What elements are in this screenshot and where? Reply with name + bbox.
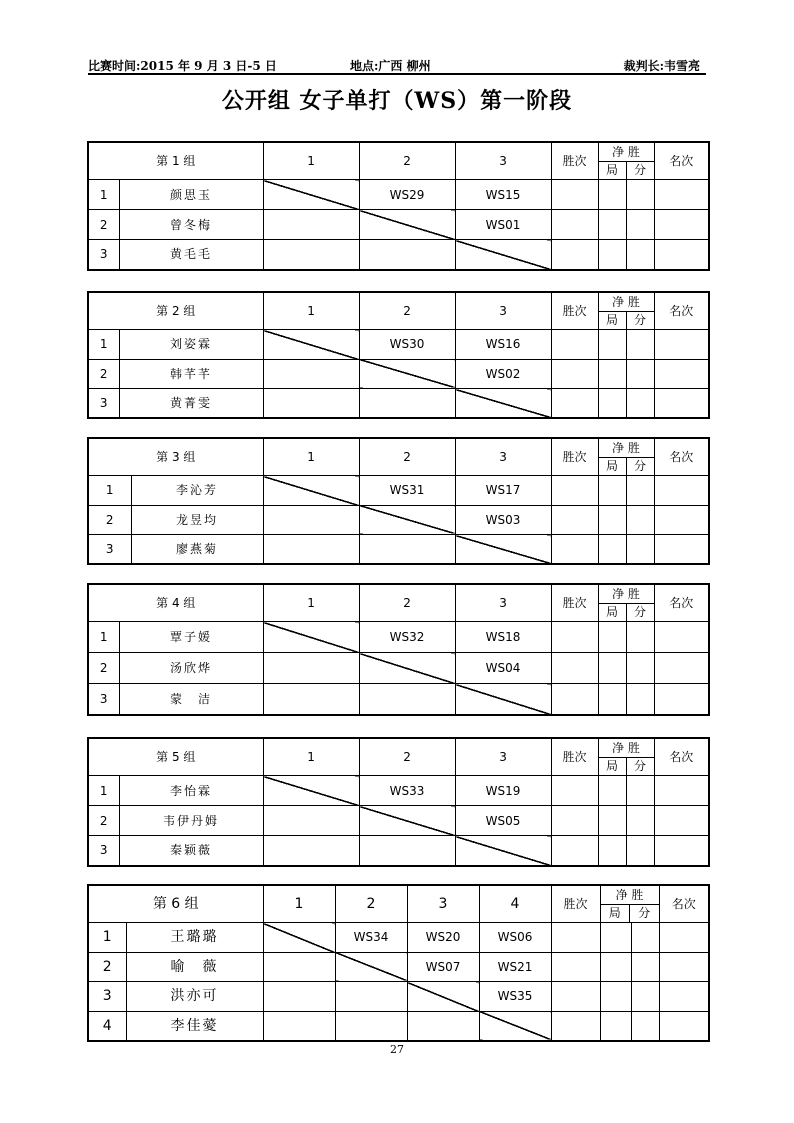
table-row	[88, 476, 709, 506]
ju-cell	[598, 505, 626, 535]
fen-cell	[626, 806, 654, 836]
column-header-1: 1	[263, 142, 359, 180]
wins-cell	[551, 776, 598, 806]
rank-cell	[654, 389, 709, 419]
player-number: 1	[88, 180, 119, 210]
self-match-cell	[335, 952, 407, 982]
fen-cell	[626, 476, 654, 506]
ju-cell	[600, 982, 631, 1012]
column-header-3: 3	[407, 885, 479, 923]
player-name: 曾冬梅	[119, 210, 263, 240]
ju-label: 局	[601, 905, 631, 923]
rank-cell	[659, 952, 709, 982]
match-cell	[263, 1011, 335, 1041]
match-cell: WS07	[407, 952, 479, 982]
match-cell: WS20	[407, 923, 479, 953]
fen-cell	[631, 982, 659, 1012]
net-win-header	[598, 738, 654, 776]
match-cell: WS19	[455, 776, 551, 806]
rank-header: 名次	[654, 438, 709, 476]
rank-cell	[654, 210, 709, 240]
match-cell	[359, 240, 455, 270]
table-row	[88, 210, 709, 240]
wins-header: 胜次	[551, 584, 598, 622]
match-cell	[359, 836, 455, 866]
match-place: 地点:广西 柳州	[350, 59, 431, 73]
match-cell: WS06	[479, 923, 551, 953]
wins-cell	[551, 806, 598, 836]
column-header-3: 3	[455, 438, 551, 476]
self-match-cell	[455, 240, 551, 270]
fen-cell	[626, 389, 654, 419]
ju-cell	[598, 359, 626, 389]
player-name: 李佳薆	[126, 1011, 263, 1041]
wins-header: 胜次	[551, 142, 598, 180]
match-cell	[263, 359, 359, 389]
wins-cell	[551, 210, 598, 240]
match-cell: WS34	[335, 923, 407, 953]
fen-cell	[626, 776, 654, 806]
player-number: 1	[88, 330, 119, 360]
match-cell: WS21	[479, 952, 551, 982]
column-header-3: 3	[455, 584, 551, 622]
net-win-label: 净 胜	[601, 886, 659, 905]
group-label: 第 2 组	[88, 292, 263, 330]
fen-cell	[626, 359, 654, 389]
group-label: 第 4 组	[88, 584, 263, 622]
rank-cell	[654, 476, 709, 506]
match-cell: WS35	[479, 982, 551, 1012]
group-table-5	[87, 737, 710, 867]
wins-header: 胜次	[551, 438, 598, 476]
ju-cell	[598, 653, 626, 684]
net-win-label: 净 胜	[599, 739, 654, 758]
ju-label: 局	[599, 458, 627, 476]
player-name: 刘姿霖	[119, 330, 263, 360]
wins-cell	[551, 1011, 600, 1041]
column-header-3: 3	[455, 738, 551, 776]
page-number: 27	[390, 1043, 404, 1056]
match-cell	[263, 505, 359, 535]
fen-cell	[626, 330, 654, 360]
wins-cell	[551, 535, 598, 565]
match-cell: WS04	[455, 653, 551, 684]
wins-header: 胜次	[551, 738, 598, 776]
match-cell: WS31	[359, 476, 455, 506]
column-header-3: 3	[455, 142, 551, 180]
match-cell: WS15	[455, 180, 551, 210]
table-row	[88, 330, 709, 360]
match-cell	[263, 952, 335, 982]
fen-cell	[631, 1011, 659, 1041]
player-name: 韩芊芊	[119, 359, 263, 389]
player-name: 王璐璐	[126, 923, 263, 953]
wins-cell	[551, 476, 598, 506]
rank-cell	[654, 505, 709, 535]
fen-label: 分	[634, 313, 647, 328]
match-cell	[263, 836, 359, 866]
group-table-2	[87, 291, 710, 419]
rank-cell	[654, 653, 709, 684]
column-header-2: 2	[359, 438, 455, 476]
player-number: 2	[88, 505, 131, 535]
match-cell	[263, 653, 359, 684]
player-name: 黄毛毛	[119, 240, 263, 270]
fen-cell	[626, 622, 654, 653]
ju-cell	[598, 806, 626, 836]
net-win-label: 净 胜	[599, 439, 654, 458]
ju-cell	[598, 240, 626, 270]
group-label: 第 6 组	[88, 885, 263, 923]
rank-cell	[654, 180, 709, 210]
table-row	[88, 180, 709, 210]
wins-cell	[551, 240, 598, 270]
wins-cell	[551, 952, 600, 982]
ju-cell	[598, 622, 626, 653]
fen-label: 分	[634, 163, 647, 178]
match-cell	[407, 1011, 479, 1041]
fen-cell	[631, 923, 659, 953]
match-cell: WS16	[455, 330, 551, 360]
player-number: 1	[88, 776, 119, 806]
group-table-4	[87, 583, 710, 716]
fen-cell	[631, 952, 659, 982]
self-match-cell	[479, 1011, 551, 1041]
table-row	[88, 359, 709, 389]
table-row	[88, 622, 709, 653]
ju-label: 局	[599, 604, 627, 622]
rank-cell	[654, 240, 709, 270]
table-row	[88, 389, 709, 419]
rank-cell	[654, 806, 709, 836]
fen-cell	[626, 684, 654, 715]
column-header-2: 2	[335, 885, 407, 923]
rank-cell	[659, 1011, 709, 1041]
column-header-1: 1	[263, 584, 359, 622]
match-cell: WS18	[455, 622, 551, 653]
self-match-cell	[407, 982, 479, 1012]
rank-cell	[654, 535, 709, 565]
self-match-cell	[359, 210, 455, 240]
fen-cell	[626, 836, 654, 866]
wins-cell	[551, 923, 600, 953]
player-number: 3	[88, 982, 126, 1012]
self-match-cell	[359, 359, 455, 389]
player-number: 2	[88, 806, 119, 836]
player-number: 2	[88, 210, 119, 240]
fen-cell	[626, 653, 654, 684]
rank-cell	[654, 622, 709, 653]
group-table-3	[87, 437, 710, 565]
fen-label: 分	[634, 759, 647, 774]
match-cell	[263, 982, 335, 1012]
table-row	[88, 982, 709, 1012]
player-number: 3	[88, 535, 131, 565]
player-number: 1	[88, 923, 126, 953]
self-match-cell	[359, 653, 455, 684]
match-cell	[263, 535, 359, 565]
match-cell: WS33	[359, 776, 455, 806]
ju-cell	[600, 923, 631, 953]
match-time: 比赛时间:2015 年 9 月 3 日-5 日	[88, 59, 277, 73]
chief-referee: 裁判长:韦雪亮	[623, 59, 700, 73]
table-row	[88, 952, 709, 982]
wins-cell	[551, 684, 598, 715]
rank-header: 名次	[654, 142, 709, 180]
ju-label: 局	[599, 758, 627, 776]
ju-cell	[600, 1011, 631, 1041]
ju-cell	[598, 535, 626, 565]
player-name: 汤欣烨	[119, 653, 263, 684]
column-header-1: 1	[263, 738, 359, 776]
ju-cell	[598, 180, 626, 210]
ju-label: 局	[599, 312, 627, 330]
wins-header: 胜次	[551, 885, 600, 923]
column-header-2: 2	[359, 292, 455, 330]
player-name: 覃子媛	[119, 622, 263, 653]
match-cell: WS17	[455, 476, 551, 506]
wins-cell	[551, 982, 600, 1012]
column-header-1: 1	[263, 438, 359, 476]
wins-cell	[551, 653, 598, 684]
wins-cell	[551, 389, 598, 419]
player-number: 4	[88, 1011, 126, 1041]
rank-header: 名次	[659, 885, 709, 923]
rank-header: 名次	[654, 292, 709, 330]
match-cell	[359, 684, 455, 715]
match-cell	[263, 806, 359, 836]
self-match-cell	[359, 806, 455, 836]
player-name: 龙昱均	[131, 505, 263, 535]
column-header-2: 2	[359, 142, 455, 180]
player-name: 秦颖薇	[119, 836, 263, 866]
fen-cell	[626, 505, 654, 535]
column-header-2: 2	[359, 738, 455, 776]
group-label: 第 1 组	[88, 142, 263, 180]
player-name: 李怡霖	[119, 776, 263, 806]
match-cell	[335, 982, 407, 1012]
net-win-header	[598, 584, 654, 622]
match-cell: WS01	[455, 210, 551, 240]
wins-cell	[551, 359, 598, 389]
player-number: 1	[88, 476, 131, 506]
match-cell	[359, 535, 455, 565]
match-cell: WS05	[455, 806, 551, 836]
player-number: 3	[88, 836, 119, 866]
column-header-1: 1	[263, 292, 359, 330]
player-name: 蒙 洁	[119, 684, 263, 715]
table-row	[88, 806, 709, 836]
match-cell	[263, 684, 359, 715]
rank-header: 名次	[654, 584, 709, 622]
table-row	[88, 776, 709, 806]
table-row	[88, 1011, 709, 1041]
net-win-header	[598, 142, 654, 180]
match-cell: WS30	[359, 330, 455, 360]
self-match-cell	[455, 389, 551, 419]
group-label: 第 5 组	[88, 738, 263, 776]
player-name: 廖燕菊	[131, 535, 263, 565]
table-row	[88, 836, 709, 866]
table-row	[88, 240, 709, 270]
fen-label: 分	[634, 459, 647, 474]
match-cell	[263, 389, 359, 419]
player-name: 黄菁雯	[119, 389, 263, 419]
wins-cell	[551, 180, 598, 210]
rank-cell	[654, 330, 709, 360]
player-name: 喻 薇	[126, 952, 263, 982]
table-row	[88, 505, 709, 535]
self-match-cell	[455, 836, 551, 866]
ju-cell	[598, 389, 626, 419]
self-match-cell	[263, 776, 359, 806]
net-win-header	[600, 885, 659, 923]
column-header-1: 1	[263, 885, 335, 923]
page-header	[88, 57, 706, 75]
ju-cell	[598, 330, 626, 360]
match-cell	[263, 240, 359, 270]
match-cell: WS03	[455, 505, 551, 535]
player-name: 洪亦可	[126, 982, 263, 1012]
ju-cell	[598, 776, 626, 806]
rank-cell	[654, 359, 709, 389]
self-match-cell	[263, 476, 359, 506]
self-match-cell	[263, 923, 335, 953]
group-table-6	[87, 884, 710, 1042]
rank-cell	[659, 982, 709, 1012]
table-row	[88, 653, 709, 684]
net-win-header	[598, 292, 654, 330]
column-header-3: 3	[455, 292, 551, 330]
self-match-cell	[263, 330, 359, 360]
fen-cell	[626, 180, 654, 210]
net-win-label: 净 胜	[599, 585, 654, 604]
ju-cell	[598, 210, 626, 240]
fen-label: 分	[638, 906, 651, 921]
self-match-cell	[263, 622, 359, 653]
player-number: 1	[88, 622, 119, 653]
rank-cell	[659, 923, 709, 953]
table-row	[88, 684, 709, 715]
wins-cell	[551, 622, 598, 653]
self-match-cell	[455, 684, 551, 715]
table-row	[88, 535, 709, 565]
wins-header: 胜次	[551, 292, 598, 330]
player-number: 2	[88, 653, 119, 684]
fen-label: 分	[634, 605, 647, 620]
player-name: 李沁芳	[131, 476, 263, 506]
player-number: 2	[88, 952, 126, 982]
fen-cell	[626, 240, 654, 270]
player-name: 颜思玉	[119, 180, 263, 210]
ju-cell	[600, 952, 631, 982]
ju-cell	[598, 684, 626, 715]
player-number: 3	[88, 240, 119, 270]
net-win-label: 净 胜	[599, 143, 654, 162]
column-header-2: 2	[359, 584, 455, 622]
match-cell: WS32	[359, 622, 455, 653]
match-cell	[263, 210, 359, 240]
self-match-cell	[455, 535, 551, 565]
fen-cell	[626, 210, 654, 240]
match-cell	[359, 389, 455, 419]
rank-cell	[654, 684, 709, 715]
ju-cell	[598, 476, 626, 506]
group-table-1	[87, 141, 710, 271]
player-number: 2	[88, 359, 119, 389]
net-win-header	[598, 438, 654, 476]
group-label: 第 3 组	[88, 438, 263, 476]
column-header-4: 4	[479, 885, 551, 923]
player-number: 3	[88, 684, 119, 715]
net-win-label: 净 胜	[599, 293, 654, 312]
self-match-cell	[359, 505, 455, 535]
rank-header: 名次	[654, 738, 709, 776]
table-row	[88, 923, 709, 953]
rank-cell	[654, 836, 709, 866]
wins-cell	[551, 836, 598, 866]
wins-cell	[551, 330, 598, 360]
ju-label: 局	[599, 162, 627, 180]
rank-cell	[654, 776, 709, 806]
match-cell: WS29	[359, 180, 455, 210]
self-match-cell	[263, 180, 359, 210]
fen-cell	[626, 535, 654, 565]
match-cell: WS02	[455, 359, 551, 389]
ju-cell	[598, 836, 626, 866]
player-name: 韦伊丹姆	[119, 806, 263, 836]
player-number: 3	[88, 389, 119, 419]
wins-cell	[551, 505, 598, 535]
page-title: 公开组 女子单打（WS）第一阶段	[221, 88, 573, 114]
match-cell	[335, 1011, 407, 1041]
